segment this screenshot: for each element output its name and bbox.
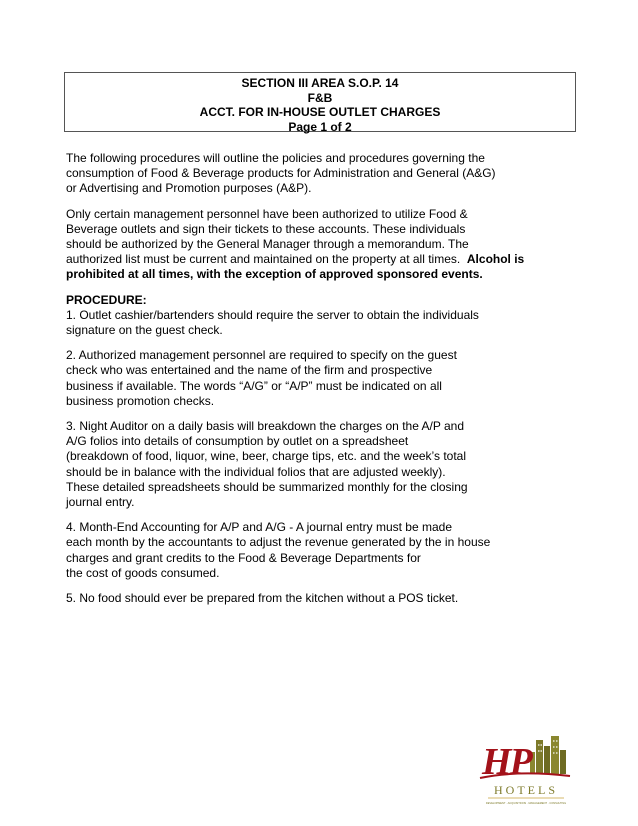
step-line: 3. Night Auditor on a daily basis will breakdown the charges on the A/P and bbox=[66, 419, 465, 434]
authorization-line: Beverage outlets and sign their tickets to these accounts. These individuals bbox=[66, 221, 466, 236]
procedure-step-5 bbox=[66, 591, 566, 606]
procedure-heading: PROCEDURE: bbox=[66, 292, 147, 307]
hp-mark: HP bbox=[482, 741, 531, 783]
step-line: (breakdown of food, liquor, wine, beer, charge tips, etc. and the week’s total bbox=[66, 449, 467, 464]
step-line: each month by the accountants to adjust the revenue generated by the in house bbox=[66, 535, 491, 550]
step-line: should be in balance with the individual folios that are adjusted weekly). bbox=[66, 464, 446, 479]
step-line: 4. Month-End Accounting for A/P and A/G - A journal entry must be made bbox=[66, 520, 453, 535]
document-title: ACCT. FOR IN-HOUSE OUTLET CHARGES bbox=[199, 105, 441, 119]
step-line: journal entry. bbox=[66, 495, 135, 510]
step-line: 1. Outlet cashier/bartenders should require the server to obtain the individuals bbox=[66, 307, 479, 322]
procedure-step-4 bbox=[66, 520, 566, 581]
department-title: F&B bbox=[307, 90, 333, 105]
alcohol-policy-bold: Alcohol is bbox=[466, 252, 525, 267]
procedure-step-2 bbox=[66, 348, 566, 409]
hp-hotels-logo bbox=[478, 734, 574, 814]
authorization-line bbox=[66, 252, 566, 267]
intro-paragraph bbox=[66, 151, 566, 197]
logo-tagline: DEVELOPMENT · ACQUISITIONS · MANAGEMENT · CONSULTING bbox=[485, 802, 567, 805]
step-line: check who was entertained and the name of the firm and prospective bbox=[66, 363, 433, 378]
step-line: A/G folios into details of consumption by outlet on a spreadsheet bbox=[66, 434, 409, 449]
intro-line: or Advertising and Promotion purposes (A&P). bbox=[66, 181, 312, 196]
step-line: charges and grant credits to the Food & Beverage Departments for bbox=[66, 550, 421, 565]
page-number: Page 1 of 2 bbox=[288, 119, 352, 134]
step-line: signature on the guest check. bbox=[66, 323, 223, 338]
step-line: business promotion checks. bbox=[66, 393, 215, 408]
hotels-wordmark: HOTELS bbox=[494, 783, 558, 797]
procedure-step-3 bbox=[66, 419, 566, 510]
intro-line: consumption of Food & Beverage products for Administration and General (A&G) bbox=[66, 166, 496, 181]
authorization-line: should be authorized by the General Manager through a memorandum. The bbox=[66, 237, 469, 252]
document-body bbox=[66, 151, 566, 616]
alcohol-policy-bold-line: prohibited at all times, with the exception of approved sponsored events. bbox=[66, 267, 483, 282]
intro-line: The following procedures will outline the policies and procedures governing the bbox=[66, 151, 485, 165]
step-line: the cost of goods consumed. bbox=[66, 565, 220, 580]
authorization-line: Only certain management personnel have been authorized to utilize Food & bbox=[66, 206, 468, 221]
authorization-paragraph bbox=[66, 207, 566, 283]
section-header-box bbox=[64, 72, 576, 132]
skyline-icon bbox=[530, 736, 566, 774]
procedure-step-1 bbox=[66, 293, 566, 339]
step-line: business if available. The words “A/G” or “A/P” must be indicated on all bbox=[66, 378, 442, 393]
step-line: 2. Authorized management personnel are required to specify on the guest bbox=[66, 348, 457, 363]
section-title: SECTION III AREA S.O.P. 14 bbox=[241, 76, 399, 90]
authorization-line-text: authorized list must be current and maintained on the property at all times. bbox=[66, 252, 461, 267]
step-line: These detailed spreadsheets should be summarized monthly for the closing bbox=[66, 479, 468, 494]
step-line: 5. No food should ever be prepared from the kitchen without a POS ticket. bbox=[66, 591, 459, 606]
